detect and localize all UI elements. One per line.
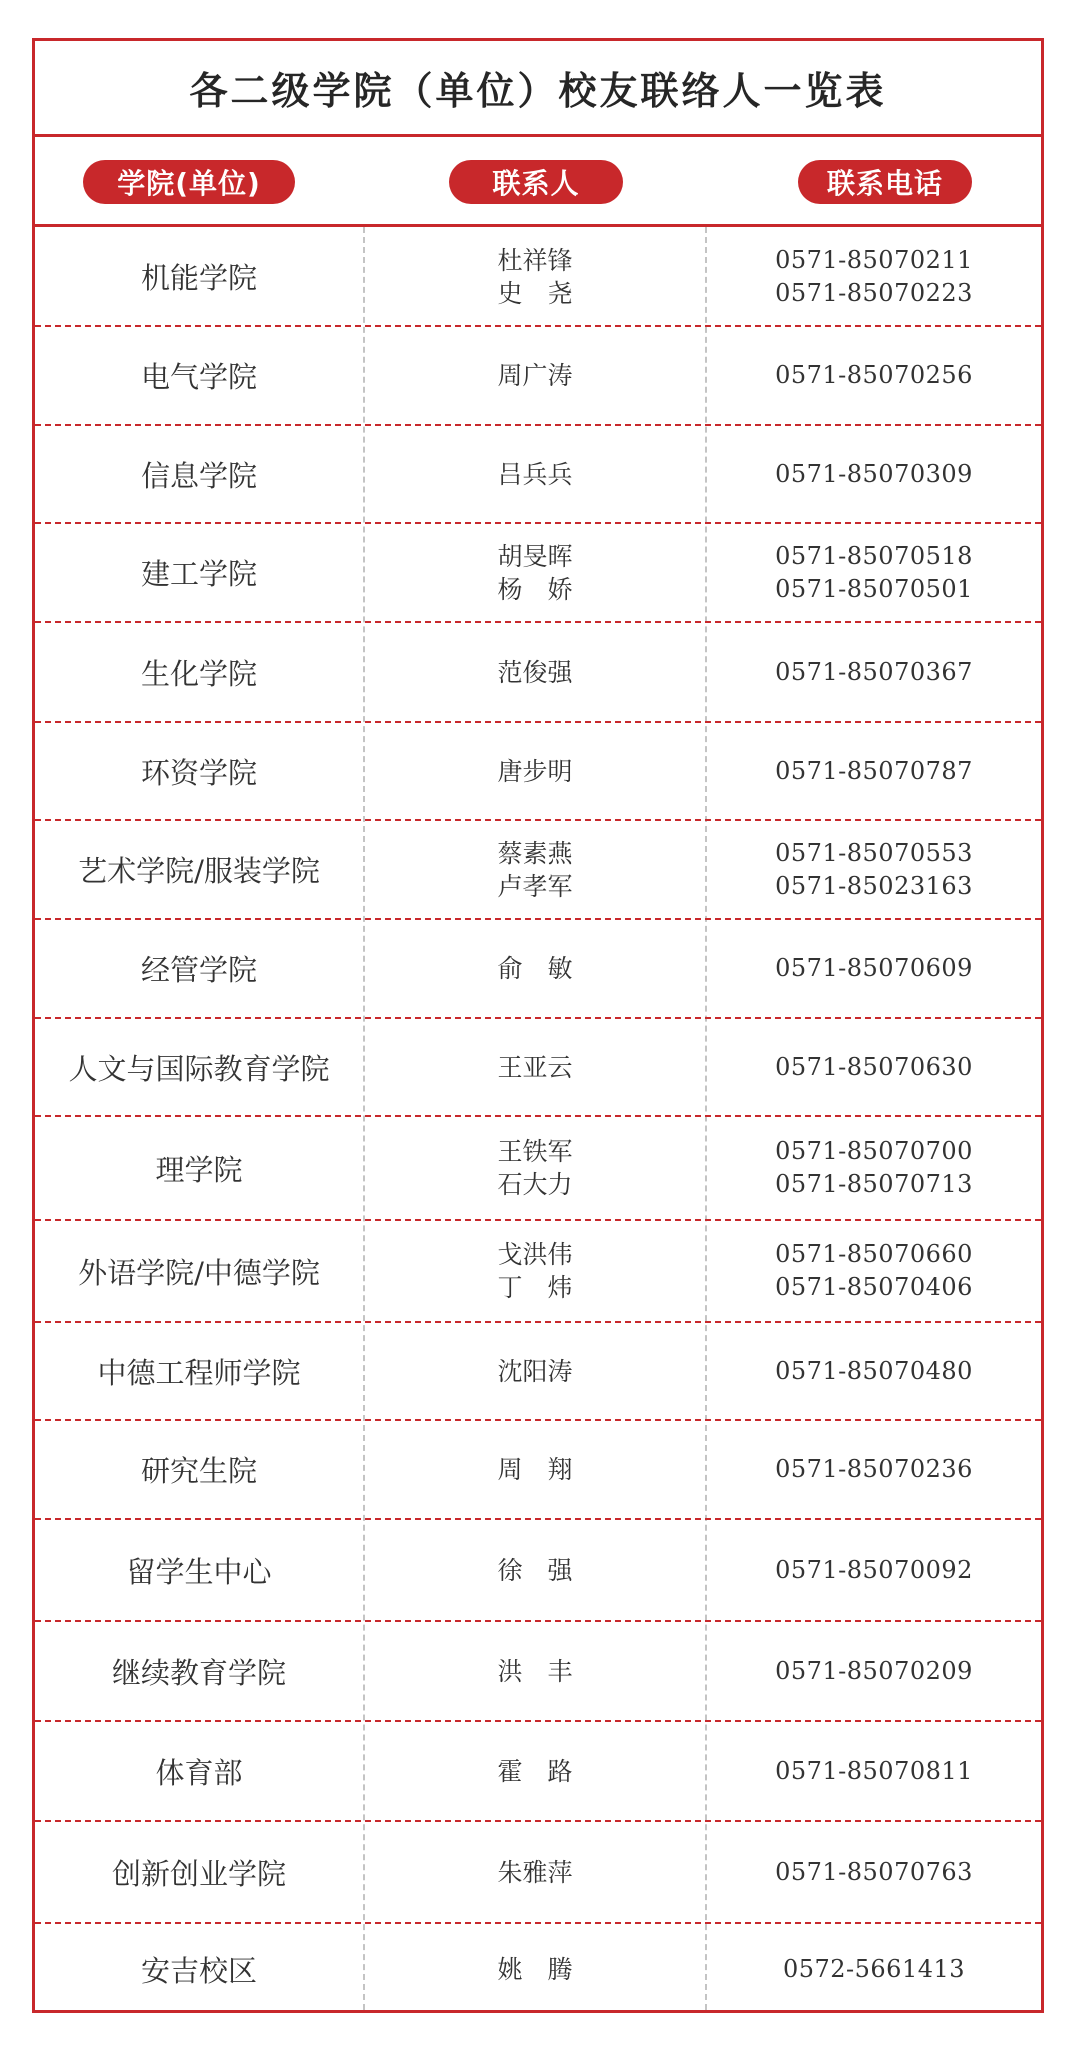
college-name: 研究生院 xyxy=(140,1454,257,1488)
college-name: 安吉校区 xyxy=(140,1953,257,1988)
table-row xyxy=(35,523,1041,622)
contact-name: 石大力 xyxy=(497,1170,573,1199)
college-cell xyxy=(35,326,363,425)
contact-name: 吕兵兵 xyxy=(497,459,573,489)
phone-number: 0571-85070713 xyxy=(775,1170,973,1198)
college-cell xyxy=(35,1220,363,1322)
college-cell xyxy=(35,1420,363,1519)
phone-cell xyxy=(707,1923,1041,2015)
contact-cell xyxy=(365,1821,705,1923)
contact-name: 周广涛 xyxy=(497,361,573,390)
college-cell xyxy=(35,919,363,1018)
college-cell xyxy=(35,1322,363,1420)
phone-cell xyxy=(707,227,1041,326)
phone-number: 0571-85070236 xyxy=(775,1455,973,1483)
contact-name: 周 翔 xyxy=(497,1455,573,1484)
table-row xyxy=(35,722,1041,820)
contact-cell xyxy=(365,622,705,722)
contact-name: 霍 路 xyxy=(497,1756,573,1786)
table-row xyxy=(35,622,1041,722)
table-row xyxy=(35,820,1041,919)
phone-number: 0571-85070406 xyxy=(775,1273,973,1301)
phone-cell xyxy=(707,1821,1041,1923)
contact-name: 胡旻晖 xyxy=(497,541,573,571)
phone-number: 0571-85070209 xyxy=(775,1656,973,1685)
title-band xyxy=(35,41,1041,137)
phone-cell xyxy=(707,622,1041,722)
contact-name: 戈洪伟 xyxy=(497,1240,573,1269)
phone-number: 0571-85070609 xyxy=(775,954,973,982)
contact-name: 王铁军 xyxy=(497,1137,573,1166)
phone-number: 0571-85070700 xyxy=(775,1137,973,1165)
phone-cell xyxy=(707,1322,1041,1420)
contact-cell xyxy=(365,425,705,523)
contact-cell xyxy=(365,523,705,622)
phone-number: 0571-85070787 xyxy=(775,756,973,785)
college-cell xyxy=(35,1116,363,1220)
phone-number: 0571-85070092 xyxy=(775,1555,973,1584)
table-row xyxy=(35,1821,1041,1923)
contact-name: 洪 丰 xyxy=(497,1656,573,1686)
college-cell xyxy=(35,1923,363,2015)
college-cell xyxy=(35,425,363,523)
page-title: 各二级学院（单位）校友联络人一览表 xyxy=(189,69,887,113)
phone-number: 0571-85070811 xyxy=(775,1756,973,1785)
phone-number: 0571-85070660 xyxy=(775,1240,973,1268)
phone-number: 0571-85070480 xyxy=(775,1356,973,1385)
phone-number: 0571-85070553 xyxy=(775,838,973,867)
table-row xyxy=(35,227,1041,326)
phone-number: 0571-85070501 xyxy=(775,574,973,603)
table-row xyxy=(35,1621,1041,1721)
college-cell xyxy=(35,1519,363,1621)
college-cell xyxy=(35,1621,363,1721)
contact-cell xyxy=(365,326,705,425)
college-cell xyxy=(35,1821,363,1923)
college-name: 环资学院 xyxy=(140,755,257,790)
college-cell xyxy=(35,1018,363,1116)
phone-cell xyxy=(707,820,1041,919)
college-name: 人文与国际教育学院 xyxy=(68,1051,330,1086)
phone-cell xyxy=(707,1220,1041,1322)
phone-cell xyxy=(707,1519,1041,1621)
phone-cell xyxy=(707,722,1041,820)
table-row xyxy=(35,1322,1041,1420)
table-row xyxy=(35,326,1041,425)
college-name: 经管学院 xyxy=(140,953,257,987)
contact-name: 姚 腾 xyxy=(497,1954,573,1984)
table-row xyxy=(35,1420,1041,1519)
phone-number: 0571-85070518 xyxy=(775,541,973,570)
college-name: 创新创业学院 xyxy=(111,1856,286,1891)
phone-number: 0571-85070211 xyxy=(775,245,973,274)
college-name: 信息学院 xyxy=(140,458,257,493)
contact-name: 俞 敏 xyxy=(497,954,573,983)
phone-cell xyxy=(707,919,1041,1018)
header-college: 学院(单位) xyxy=(83,160,295,204)
college-name: 继续教育学院 xyxy=(111,1655,286,1690)
contact-name: 徐 强 xyxy=(497,1555,573,1585)
phone-cell xyxy=(707,326,1041,425)
contact-name: 丁 炜 xyxy=(497,1273,573,1302)
table-header xyxy=(35,137,1041,227)
table-row xyxy=(35,1018,1041,1116)
phone-number: 0571-85070223 xyxy=(775,278,973,307)
college-cell xyxy=(35,227,363,326)
college-cell xyxy=(35,622,363,722)
phone-cell xyxy=(707,425,1041,523)
college-name: 电气学院 xyxy=(140,360,257,394)
phone-cell xyxy=(707,1116,1041,1220)
table-row xyxy=(35,1721,1041,1821)
contact-cell xyxy=(365,227,705,326)
table-row xyxy=(35,425,1041,523)
phone-cell xyxy=(707,1018,1041,1116)
contact-cell xyxy=(365,1322,705,1420)
contact-cell xyxy=(365,1519,705,1621)
contact-cell xyxy=(365,1721,705,1821)
phone-number: 0571-85070256 xyxy=(775,361,973,389)
table-row xyxy=(35,1220,1041,1322)
contact-cell xyxy=(365,919,705,1018)
college-cell xyxy=(35,820,363,919)
contact-cell xyxy=(365,1018,705,1116)
phone-number: 0571-85070630 xyxy=(775,1052,973,1081)
contact-name: 蔡素燕 xyxy=(497,838,573,868)
phone-cell xyxy=(707,1420,1041,1519)
phone-number: 0571-85070309 xyxy=(775,459,973,488)
contact-name: 唐步明 xyxy=(497,756,573,786)
contact-name: 杜祥锋 xyxy=(497,245,573,275)
contact-cell xyxy=(365,820,705,919)
college-cell xyxy=(35,523,363,622)
college-name: 中德工程师学院 xyxy=(97,1355,301,1390)
contact-cell xyxy=(365,1923,705,2015)
table-row xyxy=(35,1519,1041,1621)
contact-name: 沈阳涛 xyxy=(497,1356,573,1386)
college-name: 艺术学院/服装学院 xyxy=(78,854,320,888)
phone-number: 0571-85070367 xyxy=(775,657,973,686)
contact-name: 范俊强 xyxy=(497,657,573,687)
contact-name: 杨 娇 xyxy=(497,574,573,604)
contact-cell xyxy=(365,1220,705,1322)
college-name: 留学生中心 xyxy=(126,1554,272,1589)
college-name: 生化学院 xyxy=(140,656,257,691)
phone-number: 0571-85023163 xyxy=(775,871,973,900)
phone-number: 0571-85070763 xyxy=(775,1857,973,1886)
college-name: 体育部 xyxy=(155,1755,243,1790)
college-name: 机能学院 xyxy=(140,261,257,295)
header-phone: 联系电话 xyxy=(798,160,972,204)
college-name: 外语学院/中德学院 xyxy=(78,1255,320,1290)
table-row xyxy=(35,1116,1041,1220)
college-name: 理学院 xyxy=(155,1152,243,1187)
college-cell xyxy=(35,722,363,820)
phone-cell xyxy=(707,523,1041,622)
college-name: 建工学院 xyxy=(140,557,257,591)
contact-cell xyxy=(365,1621,705,1721)
phone-cell xyxy=(707,1721,1041,1821)
phone-cell xyxy=(707,1621,1041,1721)
contact-cell xyxy=(365,722,705,820)
contact-name: 王亚云 xyxy=(497,1052,573,1082)
contact-cell xyxy=(365,1116,705,1220)
contact-cell xyxy=(365,1420,705,1519)
contact-name: 朱雅萍 xyxy=(497,1857,573,1887)
table-row xyxy=(35,919,1041,1018)
college-cell xyxy=(35,1721,363,1821)
header-contact: 联系人 xyxy=(449,160,623,204)
contact-table-frame xyxy=(32,38,1044,2013)
table-row xyxy=(35,1923,1041,2015)
phone-number: 0572-5661413 xyxy=(782,1954,966,1983)
contact-name: 卢孝军 xyxy=(497,871,573,901)
contact-name: 史 尧 xyxy=(497,278,573,308)
